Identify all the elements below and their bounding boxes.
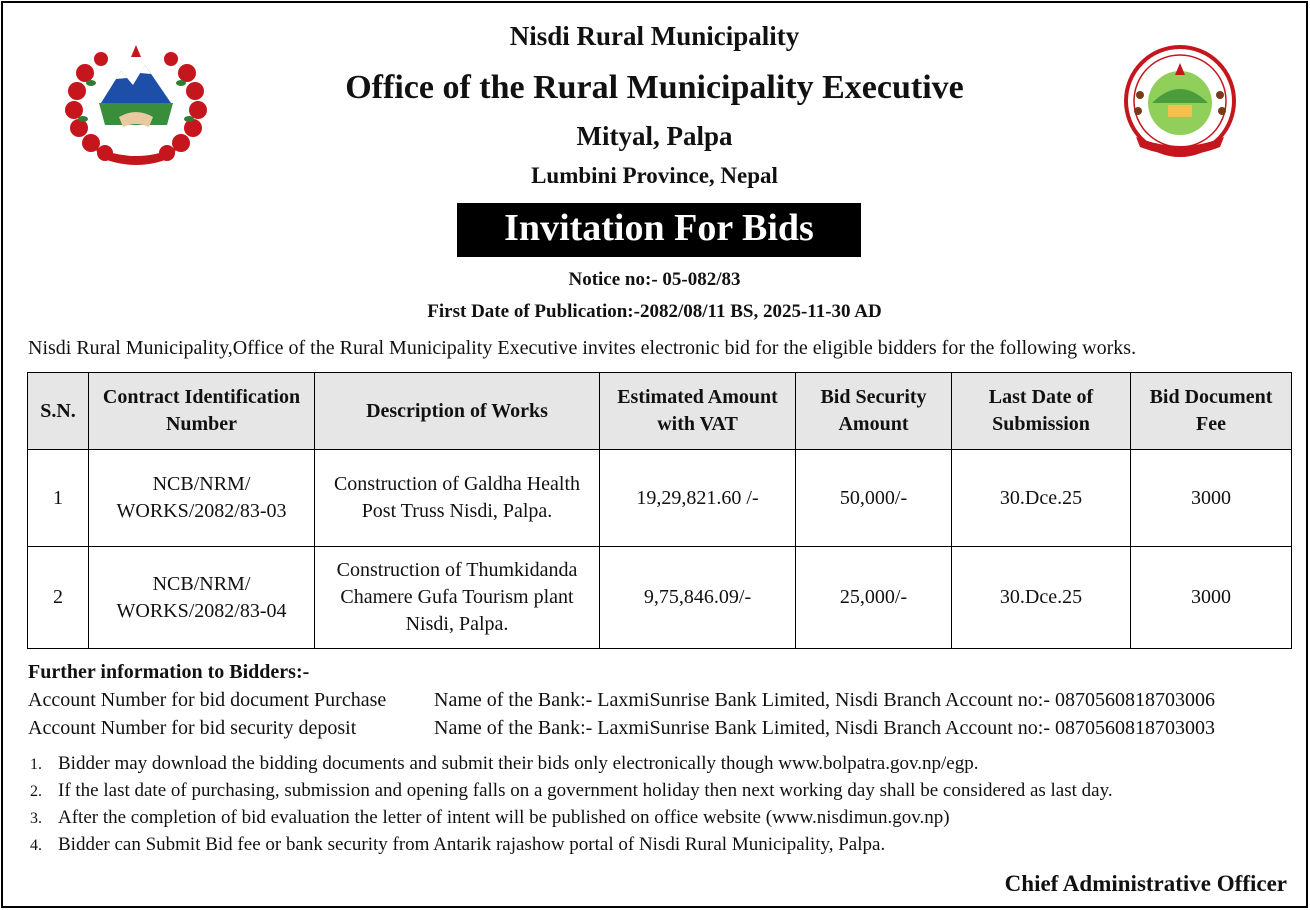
account-label: Account Number for bid security deposit [28,717,357,739]
table-header-cell: Estimated Amount with VAT [600,373,796,450]
intro-paragraph: Nisdi Rural Municipality,Office of the Rural Municipality Executive invites electronic bid for the eligible bidders for the following works. [28,337,1137,359]
table-cell: 19,29,821.60 /- [600,450,796,547]
table-header-cell: S.N. [28,373,89,450]
bids-table [27,372,1292,649]
office-title: Office of the Rural Municipality Executive [345,69,964,106]
table-cell: 25,000/- [796,547,952,649]
table-header-cell: Last Date of Submission [952,373,1131,450]
table-cell: 3000 [1131,547,1292,649]
table-cell: 1 [28,450,89,547]
table-header-cell: Description of Works [315,373,600,450]
list-item [30,807,1113,834]
table-cell: Construction of Thumkidanda Chamere Gufa Tourism plant Nisdi, Palpa. [315,547,600,649]
table-cell: 9,75,846.09/- [600,547,796,649]
further-info-heading: Further information to Bidders:- [28,661,310,683]
table-header-cell: Contract Identification Number [89,373,315,450]
table-cell: Construction of Galdha Health Post Truss Nisdi, Palpa. [315,450,600,547]
table-cell: 50,000/- [796,450,952,547]
account-label: Account Number for bid document Purchase [28,689,387,711]
list-item [30,753,1113,780]
note-text: Bidder can Submit Bid fee or bank security from Antarik rajashow portal of Nisdi Rural Municipality, Palpa. [58,834,886,855]
table-cell: 30.Dce.25 [952,450,1131,547]
list-item [30,780,1113,807]
signature-title: Chief Administrative Officer [1004,871,1287,896]
note-text: After the completion of bid evaluation the letter of intent will be published on office website (www.nisdimun.gov.np) [58,807,950,828]
notice-number: Notice no:- 05-082/83 [568,269,741,290]
note-number: 1. [30,756,42,773]
table-row [28,547,1292,649]
note-number: 2. [30,783,42,800]
table-header-cell: Bid Security Amount [796,373,952,450]
table-header-cell: Bid Document Fee [1131,373,1292,450]
table-cell: 2 [28,547,89,649]
municipality-name: Nisdi Rural Municipality [509,21,800,51]
note-text: If the last date of purchasing, submission and opening falls on a government holiday then next working day shall be considered as last day. [58,780,1113,801]
note-number: 4. [30,837,42,854]
note-text: Bidder may download the bidding documents and submit their bids only electronically though www.bolpatra.gov.np/egp. [58,753,979,774]
list-item [30,834,1113,861]
province-name: Lumbini Province, Nepal [531,163,778,188]
note-number: 3. [30,810,42,827]
notes-list [30,753,1113,861]
table-header-row [28,373,1292,450]
table-cell: 3000 [1131,450,1292,547]
account-value: Name of the Bank:- LaxmiSunrise Bank Limited, Nisdi Branch Account no:- 0870560818703006 [434,689,1215,711]
notice-page [1,1,1308,908]
office-location: Mityal, Palpa [576,121,733,151]
table-cell: NCB/NRM/ WORKS/2082/83-04 [89,547,315,649]
account-value: Name of the Bank:- LaxmiSunrise Bank Limited, Nisdi Branch Account no:- 0870560818703003 [434,717,1215,739]
invitation-banner: Invitation For Bids [457,203,861,257]
publication-date: First Date of Publication:-2082/08/11 BS, 2025-11-30 AD [427,301,882,322]
table-cell: 30.Dce.25 [952,547,1131,649]
table-row [28,450,1292,547]
table-cell: NCB/NRM/ WORKS/2082/83-03 [89,450,315,547]
